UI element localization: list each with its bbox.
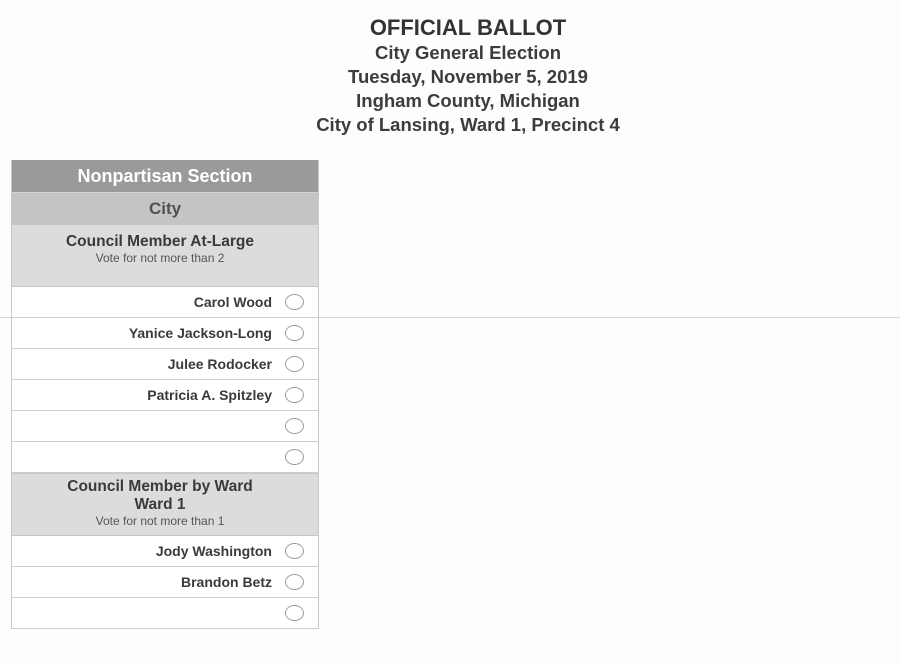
candidate-row bbox=[12, 287, 318, 318]
precinct-name: City of Lansing, Ward 1, Precinct 4 bbox=[316, 114, 620, 135]
election-name: City General Election bbox=[374, 42, 562, 63]
vote-oval[interactable] bbox=[285, 574, 304, 590]
candidate-row bbox=[12, 318, 318, 349]
race-title: Council Member by Ward bbox=[67, 478, 253, 495]
vote-oval[interactable] bbox=[285, 387, 304, 403]
vote-oval[interactable] bbox=[285, 325, 304, 341]
candidate-name: Jody Washington bbox=[155, 543, 272, 559]
race-subtitle: Ward 1 bbox=[134, 496, 186, 513]
write-in-vote-oval[interactable] bbox=[285, 605, 304, 621]
race-instruction: Vote for not more than 1 bbox=[95, 514, 225, 528]
candidate-name: Brandon Betz bbox=[181, 574, 272, 590]
candidate-name: Patricia A. Spitzley bbox=[147, 387, 272, 403]
vote-oval[interactable] bbox=[285, 543, 304, 559]
write-in-row bbox=[12, 442, 318, 473]
candidate-name: Carol Wood bbox=[193, 294, 272, 310]
ballot-column bbox=[11, 160, 319, 629]
vote-oval[interactable] bbox=[285, 294, 304, 310]
ballot-title: OFFICIAL BALLOT bbox=[369, 15, 567, 40]
candidate-name: Yanice Jackson-Long bbox=[128, 325, 272, 341]
section-header: Nonpartisan Section bbox=[12, 160, 318, 192]
race-header-at-large bbox=[12, 224, 318, 287]
election-date: Tuesday, November 5, 2019 bbox=[348, 66, 588, 87]
candidate-row bbox=[12, 567, 318, 598]
race-header-by-ward bbox=[12, 473, 318, 536]
race-title: Council Member At-Large bbox=[65, 233, 255, 250]
candidate-row bbox=[12, 536, 318, 567]
subsection-header: City bbox=[12, 192, 318, 224]
county-name: Ingham County, Michigan bbox=[356, 90, 580, 111]
write-in-row bbox=[12, 598, 318, 629]
write-in-vote-oval[interactable] bbox=[285, 449, 304, 465]
candidate-row bbox=[12, 380, 318, 411]
ballot-header bbox=[0, 15, 900, 137]
candidate-row bbox=[12, 349, 318, 380]
write-in-vote-oval[interactable] bbox=[285, 418, 304, 434]
write-in-row bbox=[12, 411, 318, 442]
candidate-name: Julee Rodocker bbox=[167, 356, 272, 372]
race-instruction: Vote for not more than 2 bbox=[95, 251, 225, 265]
vote-oval[interactable] bbox=[285, 356, 304, 372]
